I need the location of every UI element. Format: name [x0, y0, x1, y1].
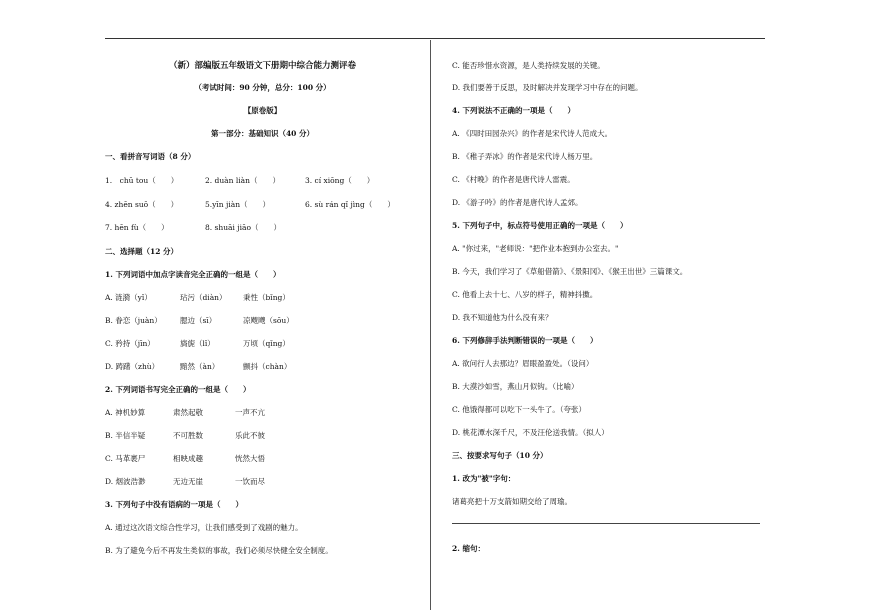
pinyin-item: 2. duàn liàn（ ）	[205, 176, 280, 185]
option-text: A. "你过来，"老师说："把作业本抱到办公室去。"	[452, 244, 619, 253]
option-text: D. 桃花潭水深千尺，不及汪伦送我情。（拟人）	[452, 428, 609, 437]
option-text: D. 踌躇（zhù）	[105, 362, 160, 371]
pinyin-item: 4. zhēn suō（ ）	[105, 200, 179, 209]
section2-heading: 二、选择题（12 分）	[105, 247, 179, 256]
option-text: C. 能否珍惜水资源，是人类持续发展的关键。	[452, 61, 605, 70]
header-rule	[105, 38, 765, 39]
option-text: A. 神机妙算	[105, 408, 146, 417]
pinyin-item: 3. cí xiōng（ ）	[305, 176, 375, 185]
part1-heading: 第一部分：基础知识（40 分）	[210, 129, 315, 138]
option-text: A. 欲问行人去那边？眉眼盈盈处。（设问）	[452, 359, 594, 368]
section1-heading: 一、看拼音写词语（8 分）	[105, 152, 196, 161]
option-text: D. 我们要善于反思，及时解决并发现学习中存在的问题。	[452, 83, 643, 92]
question-stem: 1. 改为"被"字句：	[452, 474, 516, 483]
option-text: 肃然起敬	[173, 408, 203, 417]
pinyin-item: 8. shuāi jiāo（ ）	[205, 223, 282, 232]
option-text: D. 我不知道他为什么没有来？	[452, 313, 553, 322]
question-stem: 2. 缩句：	[452, 544, 485, 553]
option-text: C. 《村晚》的作者是唐代诗人雷震。	[452, 175, 575, 184]
question-stem: 5. 下列句子中，标点符号使用正确的一项是（ ）	[452, 221, 628, 230]
option-text: 一饮而尽	[235, 477, 265, 486]
option-text: A. 通过这次语文综合性学习，让我们感受到了戏剧的魅力。	[105, 523, 303, 532]
pinyin-item: 1. chū tou（ ）	[105, 176, 179, 185]
option-text: 颤抖（chàn）	[243, 362, 292, 371]
option-text: 旖旎（lǐ）	[180, 339, 215, 348]
option-text: 无边无崖	[173, 477, 203, 486]
question-stem: 2. 下列词语书写完全正确的一组是（ ）	[105, 385, 251, 394]
option-text: B. 大漠沙如雪，燕山月似钩。（比喻）	[452, 382, 579, 391]
pinyin-item: 5.yīn jiàn（ ）	[205, 200, 271, 209]
exam-info: （考试时间：90 分钟，总分：100 分）	[194, 83, 331, 92]
option-text: 万顷（qǐng）	[243, 339, 290, 348]
option-text: 凉飕飕（sōu）	[243, 316, 294, 325]
option-text: C. 他饿得都可以吃下一头牛了。（夸张）	[452, 405, 586, 414]
option-text: 腮边（sī）	[180, 316, 217, 325]
option-text: 一声不亢	[235, 408, 265, 417]
option-text: B. 《稚子弄冰》的作者是宋代诗人杨万里。	[452, 152, 598, 161]
option-text: C. 矜持（jīn）	[105, 339, 155, 348]
question-stem: 4. 下列说法不正确的一项是（ ）	[452, 106, 575, 115]
pinyin-item: 7. hēn fù（ ）	[105, 223, 169, 232]
option-text: B. 半信半疑	[105, 431, 146, 440]
option-text: 相映成趣	[173, 454, 203, 463]
option-text: A. 涟漪（yǐ）	[105, 293, 152, 302]
option-text: 乐此不彼	[235, 431, 265, 440]
option-text: 秉性（bǐng）	[243, 293, 290, 302]
column-divider	[430, 40, 431, 610]
option-text: B. 为了避免今后不再发生类似的事故，我们必须尽快健全安全制度。	[105, 546, 333, 555]
exam-title: （新）部编版五年级语文下册期中综合能力测评卷	[168, 61, 356, 71]
option-text: B. 今天，我们学习了《草船借箭》、《景阳冈》、《猴王出世》三篇课文。	[452, 267, 688, 276]
question-stem: 3. 下列句子中没有语病的一项是（ ）	[105, 500, 243, 509]
option-text: D. 烟波浩渺	[105, 477, 146, 486]
option-text: A. 《四时田园杂兴》的作者是宋代诗人范成大。	[452, 129, 613, 138]
edition-label: 【原卷版】	[243, 106, 282, 115]
option-text: 恍然大悟	[235, 454, 265, 463]
question-stem: 6. 下列修辞手法判断错误的一项是（ ）	[452, 336, 598, 345]
question-stem: 1. 下列词语中加点字读音完全正确的一组是（ ）	[105, 270, 281, 279]
answer-line[interactable]	[452, 523, 760, 524]
source-sentence: 诸葛亮把十万支箭如期交给了周瑜。	[452, 497, 572, 506]
pinyin-item: 6. sù rán qǐ jìng（ ）	[305, 200, 395, 209]
section3-heading: 三、按要求写句子（10 分）	[452, 451, 548, 460]
option-text: 不可胜数	[173, 431, 203, 440]
option-text: C. 马革裹尸	[105, 454, 146, 463]
option-text: 玷污（diàn）	[180, 293, 227, 302]
option-text: B. 眷恋（juàn）	[105, 316, 162, 325]
option-text: C. 他看上去十七、八岁的样子，精神抖擞。	[452, 290, 598, 299]
option-text: D. 《游子吟》的作者是唐代诗人孟郊。	[452, 198, 583, 207]
option-text: 黯然（àn）	[180, 362, 220, 371]
